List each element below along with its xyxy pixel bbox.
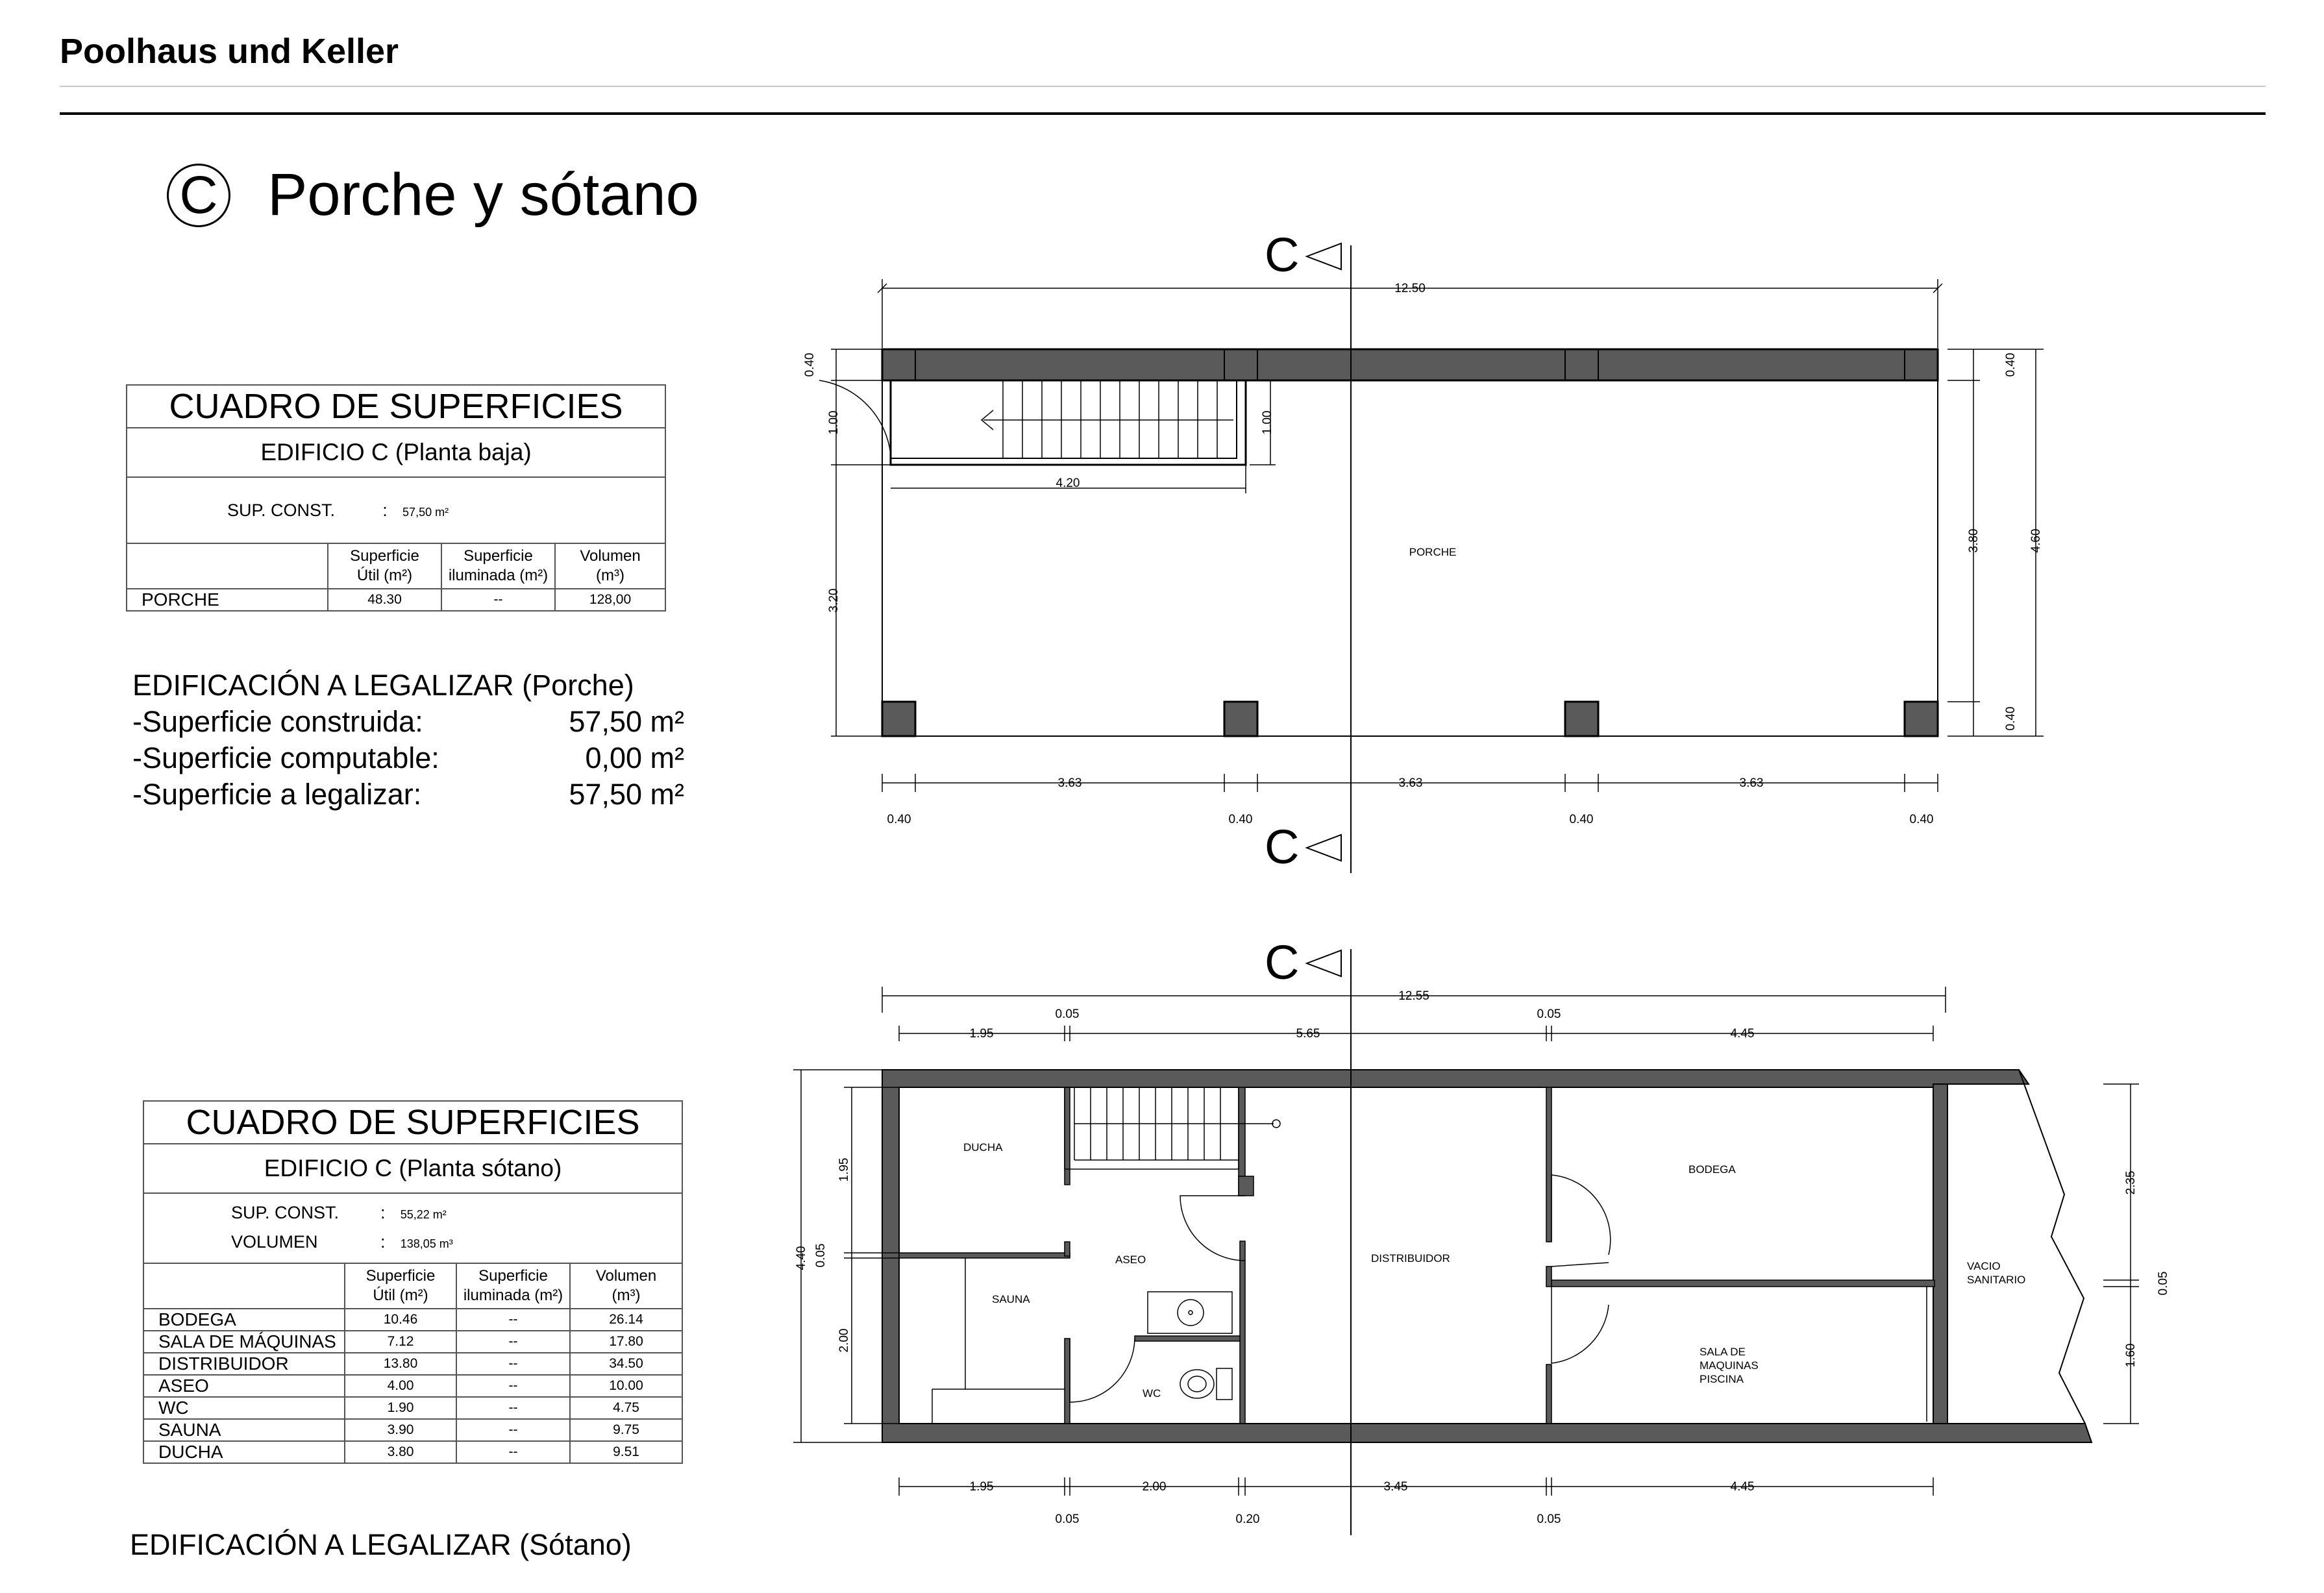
dim-wall-top: 0.40: [803, 352, 817, 377]
section-mark-top: C: [1265, 228, 1300, 282]
table2-subtitle: EDIFICIO C (Planta sótano): [143, 1144, 682, 1193]
section-mark-bottom: C: [1265, 935, 1300, 989]
dim-stair-right: 1.00: [1261, 410, 1274, 435]
table1-subtitle: EDIFICIO C (Planta baja): [127, 428, 665, 477]
document-header: Poolhaus und Keller: [60, 32, 399, 71]
table1-col-vol: Volumen (m³): [555, 543, 665, 589]
dim-right-mid: 3.80: [1967, 528, 1981, 553]
dim-b-gap-2: 0.05: [1537, 1007, 1561, 1021]
table2-sup-row: SUP. CONST. : 55,22 m² VOLUMEN : 138,05 m³: [143, 1193, 682, 1263]
dim-b-bot-gap-2: 0.20: [1235, 1513, 1260, 1526]
table1-title: CUADRO DE SUPERFICIES: [127, 385, 665, 428]
room-sala-line-3: PISCINA: [1700, 1373, 1744, 1385]
dim-total-width: 12.50: [1394, 282, 1426, 295]
table-row: SAUNA 3.90 -- 9.75: [143, 1419, 682, 1441]
section-title: Porche y sótano: [267, 162, 699, 228]
dim-bay-1: 3.63: [1057, 776, 1082, 790]
legalize-row: -Superficie construida: 57,50 m²: [132, 705, 684, 738]
dim-b-bot-gap-1: 0.05: [1055, 1513, 1080, 1526]
room-bodega: BODEGA: [1688, 1163, 1736, 1176]
dim-b-bot-c: 3.45: [1383, 1480, 1408, 1494]
door-swings: [932, 1175, 1927, 1424]
room-aseo: ASEO: [1115, 1253, 1146, 1266]
dim-b-right-mid: 0.05: [2157, 1271, 2170, 1296]
room-sala-line-2: MAQUINAS: [1700, 1359, 1759, 1372]
room-distribuidor: DISTRIBUIDOR: [1371, 1252, 1450, 1265]
dim-stair-left: 1.00: [827, 410, 841, 435]
dim-b-left-total: 4.40: [795, 1246, 808, 1270]
room-sauna: SAUNA: [992, 1293, 1030, 1305]
section-badge: C: [167, 164, 230, 227]
dim-b-top-c: 4.45: [1730, 1027, 1755, 1041]
table-row: BODEGA 10.46 -- 26.14: [143, 1309, 682, 1331]
stair-steps: [982, 380, 1233, 458]
dim-right-total: 4.60: [2029, 528, 2043, 553]
table1-sup-label: SUP. CONST.: [227, 500, 336, 520]
dim-col-2: 0.40: [1228, 813, 1253, 826]
dim-b-bot-d: 4.45: [1730, 1480, 1755, 1494]
dim-col-4: 0.40: [1909, 813, 1934, 826]
room-wc: WC: [1143, 1387, 1161, 1400]
dim-b-bot-gap-3: 0.05: [1537, 1513, 1561, 1526]
table2-col-util: Superficie Útil (m²): [345, 1263, 456, 1309]
plan-porche: [819, 243, 2044, 873]
room-sala-line-1: SALA DE: [1700, 1346, 1746, 1358]
table-row: DISTRIBUIDOR 13.80 -- 34.50: [143, 1353, 682, 1375]
dim-col-1: 0.40: [887, 813, 911, 826]
table1-col-util: Superficie Útil (m²): [328, 543, 441, 589]
table-row: ASEO 4.00 -- 10.00: [143, 1375, 682, 1397]
dim-left-lower: 3.20: [827, 588, 841, 613]
dim-b-bot-a: 1.95: [969, 1480, 994, 1494]
dim-b-gap-1: 0.05: [1055, 1007, 1080, 1021]
table-row: SALA DE MÁQUINAS 7.12 -- 17.80: [143, 1331, 682, 1353]
dim-bay-2: 3.63: [1398, 776, 1423, 790]
dim-right-top: 0.40: [2004, 352, 2018, 377]
dim-b-left-mid: 0.05: [814, 1243, 828, 1268]
dim-b-top-b: 5.65: [1296, 1027, 1320, 1041]
dim-b-bot-b: 2.00: [1142, 1480, 1167, 1494]
dim-b-top-a: 1.95: [969, 1027, 994, 1041]
dim-b-right-bottom: 1.60: [2124, 1343, 2138, 1368]
table-row: DUCHA 3.80 -- 9.51: [143, 1441, 682, 1463]
room-porche: PORCHE: [1409, 546, 1457, 558]
dim-right-bottom: 0.40: [2004, 706, 2018, 731]
dim-b-left-bottom: 2.00: [837, 1328, 851, 1353]
legalize-heading-cut: EDIFICACIÓN A LEGALIZAR (Sótano): [130, 1528, 632, 1561]
table1-sup-colon: :: [382, 500, 388, 520]
basement-stair: [1065, 1087, 1280, 1169]
dim-col-3: 0.40: [1569, 813, 1594, 826]
dim-b-left-top: 1.95: [837, 1157, 851, 1182]
table1-sup-value: 57,50 m²: [402, 505, 449, 519]
legalize-row: -Superficie computable: 0,00 m²: [132, 741, 684, 774]
dim-bay-3: 3.63: [1739, 776, 1764, 790]
table-row: PORCHE 48.30 -- 128,00: [127, 589, 665, 611]
room-vacio-line-2: SANITARIO: [1967, 1274, 2026, 1286]
table2-col-ilum: Superficie iluminada (m²): [456, 1263, 570, 1309]
table2-col-vol: Volumen (m³): [570, 1263, 682, 1309]
table1-col-ilum: Superficie iluminada (m²): [441, 543, 555, 589]
table2-title: CUADRO DE SUPERFICIES: [143, 1101, 682, 1144]
dim-stair-width: 4.20: [1056, 476, 1080, 490]
room-vacio-line-1: VACIO: [1967, 1260, 2001, 1272]
section-mark-top-bottom: C: [1265, 820, 1300, 874]
table-row: WC 1.90 -- 4.75: [143, 1397, 682, 1419]
legalize-heading: EDIFICACIÓN A LEGALIZAR (Porche): [132, 669, 634, 702]
room-ducha: DUCHA: [963, 1141, 1003, 1154]
dim-b-right-top: 2.35: [2124, 1170, 2138, 1195]
plan-sotano: [793, 949, 2139, 1541]
legalize-row: -Superficie a legalizar: 57,50 m²: [132, 778, 684, 811]
dim-b-total-width: 12.55: [1398, 989, 1429, 1003]
